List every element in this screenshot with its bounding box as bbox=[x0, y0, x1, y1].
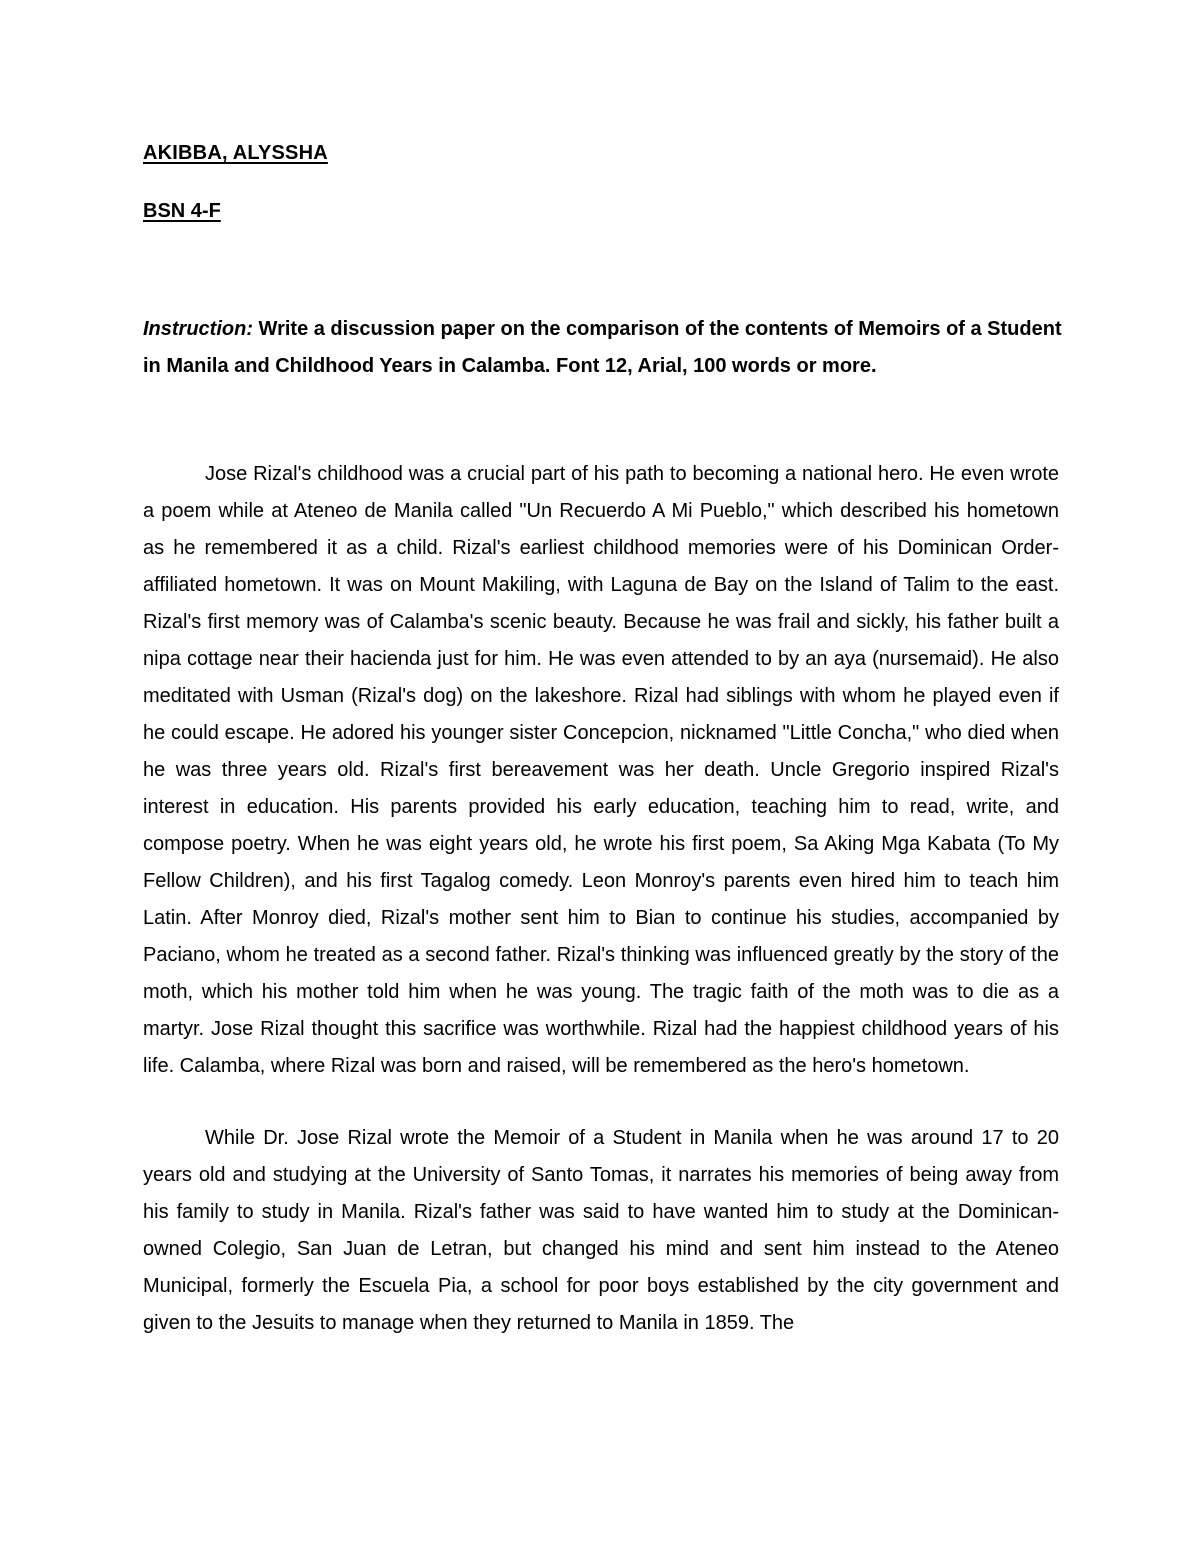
instruction-block bbox=[143, 311, 1063, 385]
essay-body bbox=[143, 456, 1059, 1342]
student-name: AKIBBA, ALYSSHA bbox=[143, 142, 328, 164]
essay-paragraph: While Dr. Jose Rizal wrote the Memoir of a Student in Manila when he was around 17 to 20 years old and studying at the University of Santo Tomas, it narrates his memories of being away from his family to study in Manila. Rizal's father was said to have wanted him to study at the Dominican-owned Colegio, San Juan de Letran, but changed his mind and sent him instead to the Ateneo Municipal, formerly the Escuela Pia, a school for poor boys established by the city government and given to the Jesuits to manage when they returned to Manila in 1859. The bbox=[143, 1127, 1059, 1334]
instruction-label: Instruction: bbox=[143, 318, 253, 340]
student-section: BSN 4-F bbox=[143, 200, 221, 222]
instruction-text: Write a discussion paper on the comparison of the contents of Memoirs of a Student in Manila and Childhood Years in Calamba. Font 12, Arial, 100 words or more. bbox=[143, 318, 1062, 377]
essay-paragraph: Jose Rizal's childhood was a crucial part of his path to becoming a national hero. He even wrote a poem while at Ateneo de Manila called "Un Recuerdo A Mi Pueblo," which described his hometown as he remembered it as a child. Rizal's earliest childhood memories were of his Dominican Order-affiliated hometown. It was on Mount Makiling, with Laguna de Bay on the Island of Talim to the east. Rizal's first memory was of Calamba's scenic beauty. Because he was frail and sickly, his father built a nipa cottage near their hacienda just for him. He was even attended to by an aya (nursemaid). He also meditated with Usman (Rizal's dog) on the lakeshore. Rizal had siblings with whom he played even if he could escape. He adored his younger sister Concepcion, nicknamed "Little Concha," who died when he was three years old. Rizal's first bereavement was her death. Uncle Gregorio inspired Rizal's interest in education. His parents provided his early education, teaching him to read, write, and compose poetry. When he was eight years old, he wrote his first poem, Sa Aking Mga Kabata (To My Fellow Children), and his first Tagalog comedy. Leon Monroy's parents even hired him to teach him Latin. After Monroy died, Rizal's mother sent him to Bian to continue his studies, accompanied by Paciano, whom he treated as a second father. Rizal's thinking was influenced greatly by the story of the moth, which his mother told him when he was young. The tragic faith of the moth was to die as a martyr. Jose Rizal thought this sacrifice was worthwhile. Rizal had the happiest childhood years of his life. Calamba, where Rizal was born and raised, will be remembered as the hero's hometown. bbox=[143, 463, 1059, 1077]
